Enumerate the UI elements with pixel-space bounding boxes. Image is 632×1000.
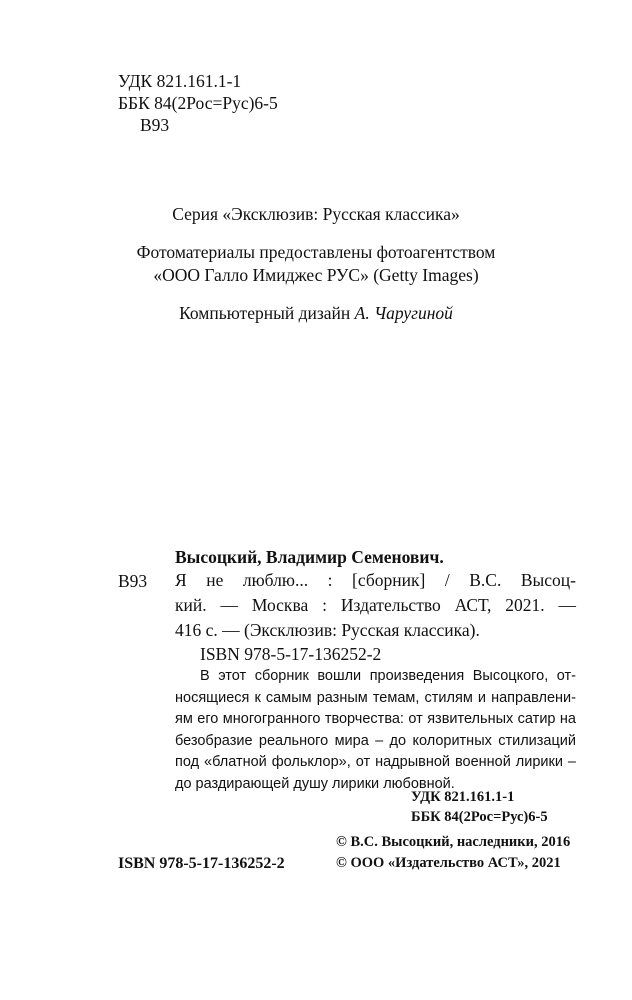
isbn-bottom: ISBN 978-5-17-136252-2 — [118, 855, 285, 872]
annotation-line: до раздирающей душу лирики любовной. — [175, 775, 455, 792]
annotation-line: под «блатной фольклор», от надрывной военной лирики – — [175, 754, 576, 770]
footer-udk: УДК 821.161.1-1 — [411, 789, 515, 805]
copyright-publisher: © ООО «Издательство АСТ», 2021 — [336, 855, 561, 871]
photo-credit-line-2: «ООО Галло Имиджес РУС» (Getty Images) — [153, 265, 479, 285]
annotation-line: носящиеся к самым разным темам, стилям и направлени- — [175, 689, 576, 706]
series-title: Серия «Эксклюзив: Русская классика» — [172, 204, 460, 224]
photo-credit-line-1: Фотоматериалы предоставлены фотоагентством — [136, 242, 496, 262]
design-label: Компьютерный дизайн — [179, 303, 351, 323]
annotation-line: ям его многогранного творчества: от язвительных сатир на — [175, 711, 576, 727]
udk-code: УДК 821.161.1-1 — [118, 71, 242, 91]
record-code: В93 — [118, 571, 148, 591]
record-line: Я не люблю... : [сборник] / В.С. Высоц- — [175, 570, 576, 590]
bibliographic-record — [175, 568, 576, 643]
record-isbn: ISBN 978-5-17-136252-2 — [200, 644, 382, 664]
designer-name: А. Чаругиной — [354, 303, 453, 323]
footer-bbk: ББК 84(2Рос=Рус)6-5 — [411, 809, 548, 825]
author-sign-code: В93 — [140, 115, 170, 135]
record-author: Высоцкий, Владимир Семенович. — [175, 547, 444, 567]
record-line: кий. — Москва : Издательство АСТ, 2021. — — [175, 595, 576, 615]
annotation-line: В этот сборник вошли произведения Высоцкого, от- — [200, 668, 576, 684]
design-credit — [0, 302, 632, 324]
bbk-code: ББК 84(2Рос=Рус)6-5 — [118, 93, 278, 113]
record-line: 416 с. — (Эксклюзив: Русская классика). — [175, 620, 480, 640]
annotation-line: безобразие реального мира – до колоритных стилизаций — [175, 732, 576, 749]
annotation-text — [175, 666, 576, 795]
copyright-author: © В.С. Высоцкий, наследники, 2016 — [336, 834, 571, 850]
